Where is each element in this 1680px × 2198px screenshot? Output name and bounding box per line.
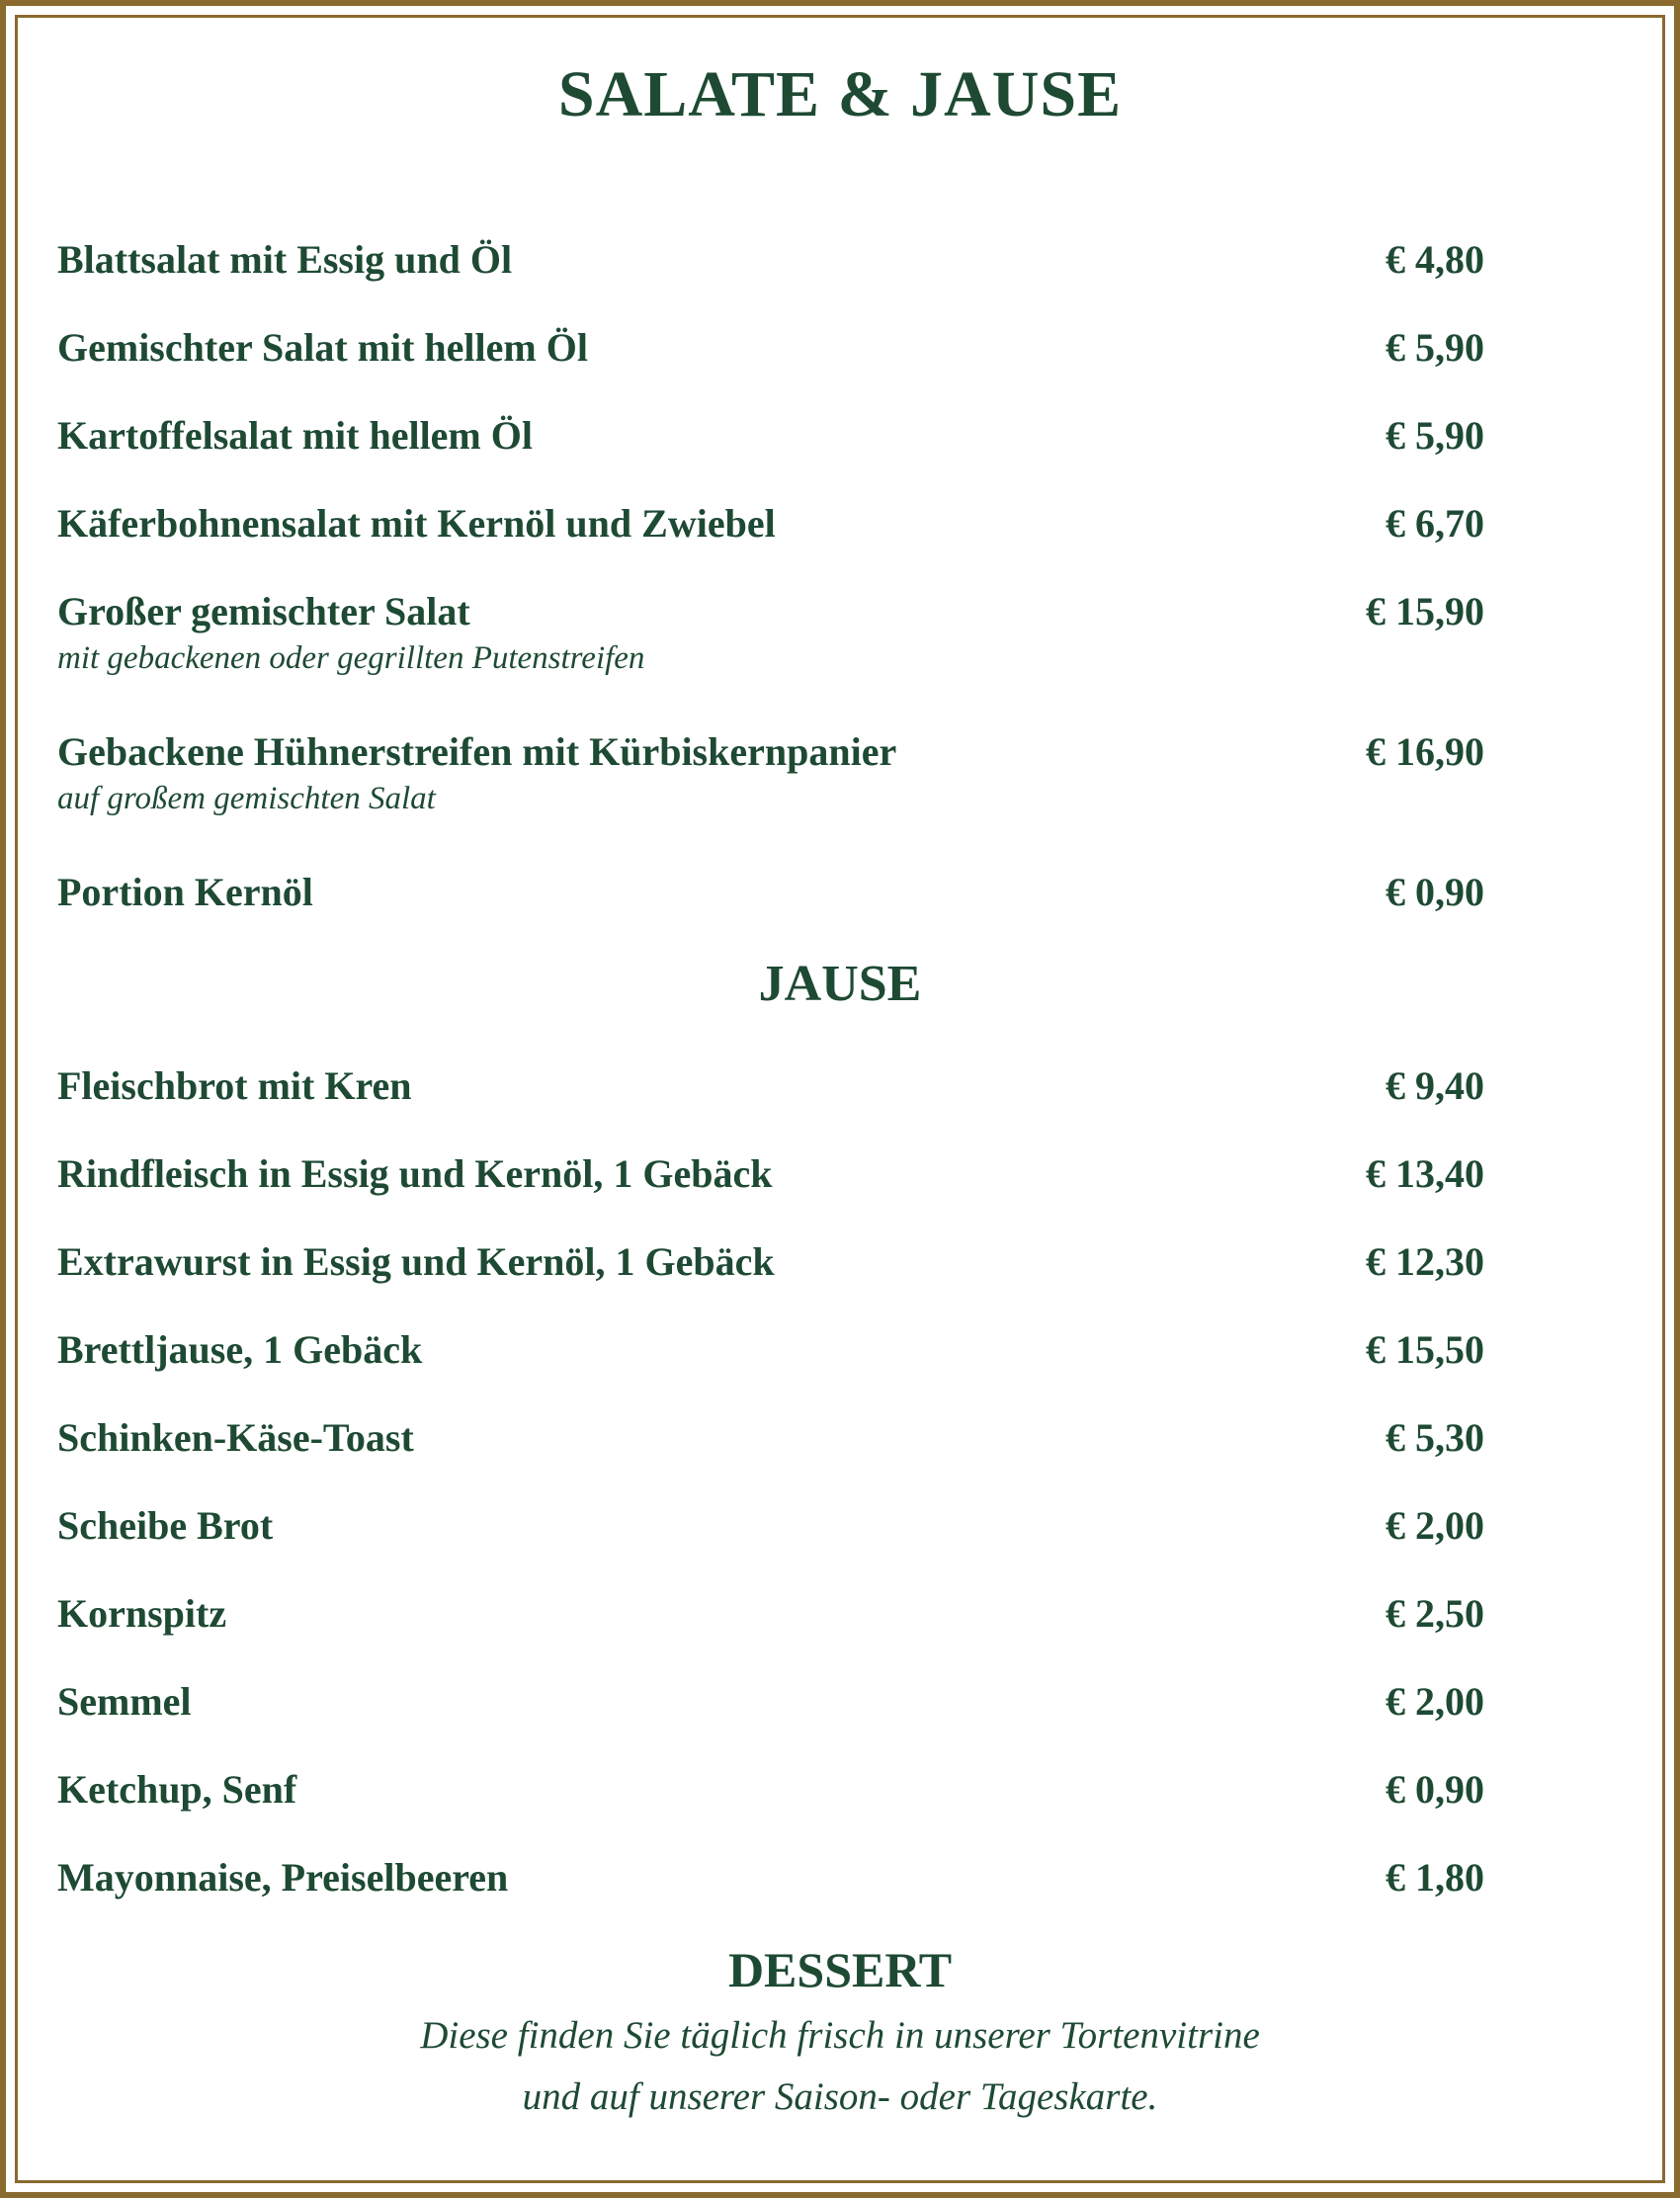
- item-price: € 2,00: [1386, 1503, 1484, 1548]
- list-item: [57, 1765, 1484, 1815]
- item-price: € 6,70: [1386, 501, 1484, 546]
- list-item: [57, 1237, 1484, 1287]
- list-item: [57, 1413, 1484, 1463]
- dessert-note-line-1: Diese finden Sie täglich frisch in unserer Tortenvitrine: [420, 2014, 1260, 2057]
- item-price: € 15,50: [1366, 1327, 1484, 1372]
- item-name: Großer gemischter Salat: [57, 589, 470, 634]
- item-price: € 5,90: [1386, 325, 1484, 370]
- item-name: Kartoffelsalat mit hellem Öl: [57, 413, 533, 458]
- item-price: € 5,90: [1386, 413, 1484, 458]
- page-title: SALATE & JAUSE: [557, 58, 1123, 130]
- item-name: Scheibe Brot: [57, 1503, 274, 1548]
- item-name: Brettljause, 1 Gebäck: [57, 1327, 423, 1372]
- dessert-note-line-2: und auf unserer Saison- oder Tageskarte.: [522, 2075, 1158, 2118]
- item-price: € 0,90: [1386, 870, 1484, 914]
- item-name: Mayonnaise, Preiselbeeren: [57, 1855, 509, 1900]
- item-price: € 5,30: [1386, 1415, 1484, 1460]
- item-price: € 12,30: [1366, 1239, 1484, 1284]
- item-name: Semmel: [57, 1679, 192, 1724]
- list-item: [57, 411, 1484, 461]
- list-item: [57, 1501, 1484, 1551]
- item-description: mit gebackenen oder gegrillten Putenstreifen: [57, 640, 645, 676]
- item-price: € 13,40: [1366, 1151, 1484, 1196]
- item-name: Portion Kernöl: [57, 870, 313, 914]
- item-name: Gemischter Salat mit hellem Öl: [57, 325, 588, 370]
- item-price: € 2,50: [1386, 1591, 1484, 1636]
- item-price: € 16,90: [1366, 729, 1484, 774]
- list-item: [57, 323, 1484, 373]
- item-name: Gebackene Hühnerstreifen mit Kürbiskernpanier: [57, 729, 897, 774]
- list-item: [57, 1589, 1484, 1639]
- list-item: [57, 499, 1484, 549]
- list-item: [57, 868, 1484, 917]
- item-price: € 0,90: [1386, 1767, 1484, 1812]
- list-item: [57, 1149, 1484, 1199]
- list-item: [57, 727, 1484, 818]
- item-name: Schinken-Käse-Toast: [57, 1415, 414, 1460]
- item-price: € 15,90: [1366, 589, 1484, 634]
- list-item: [57, 587, 1484, 678]
- list-item: [57, 1325, 1484, 1375]
- section-title-jause: JAUSE: [758, 956, 922, 1012]
- item-price: € 2,00: [1386, 1679, 1484, 1724]
- item-price: € 4,80: [1386, 237, 1484, 282]
- list-item: [57, 1677, 1484, 1727]
- item-name: Extrawurst in Essig und Kernöl, 1 Gebäck: [57, 1239, 775, 1284]
- item-price: € 9,40: [1386, 1063, 1484, 1108]
- item-description: auf großem gemischten Salat: [57, 781, 436, 816]
- item-price: € 1,80: [1386, 1855, 1484, 1900]
- item-name: Blattsalat mit Essig und Öl: [57, 237, 513, 282]
- item-name: Ketchup, Senf: [57, 1767, 297, 1812]
- list-item: [57, 1853, 1484, 1902]
- list-item: [57, 235, 1484, 285]
- item-name: Rindfleisch in Essig und Kernöl, 1 Gebäck: [57, 1151, 773, 1196]
- section-title-dessert: DESSERT: [727, 1942, 953, 1997]
- list-item: [57, 1061, 1484, 1111]
- item-name: Käferbohnensalat mit Kernöl und Zwiebel: [57, 501, 776, 546]
- item-name: Fleischbrot mit Kren: [57, 1063, 412, 1108]
- item-name: Kornspitz: [57, 1591, 227, 1636]
